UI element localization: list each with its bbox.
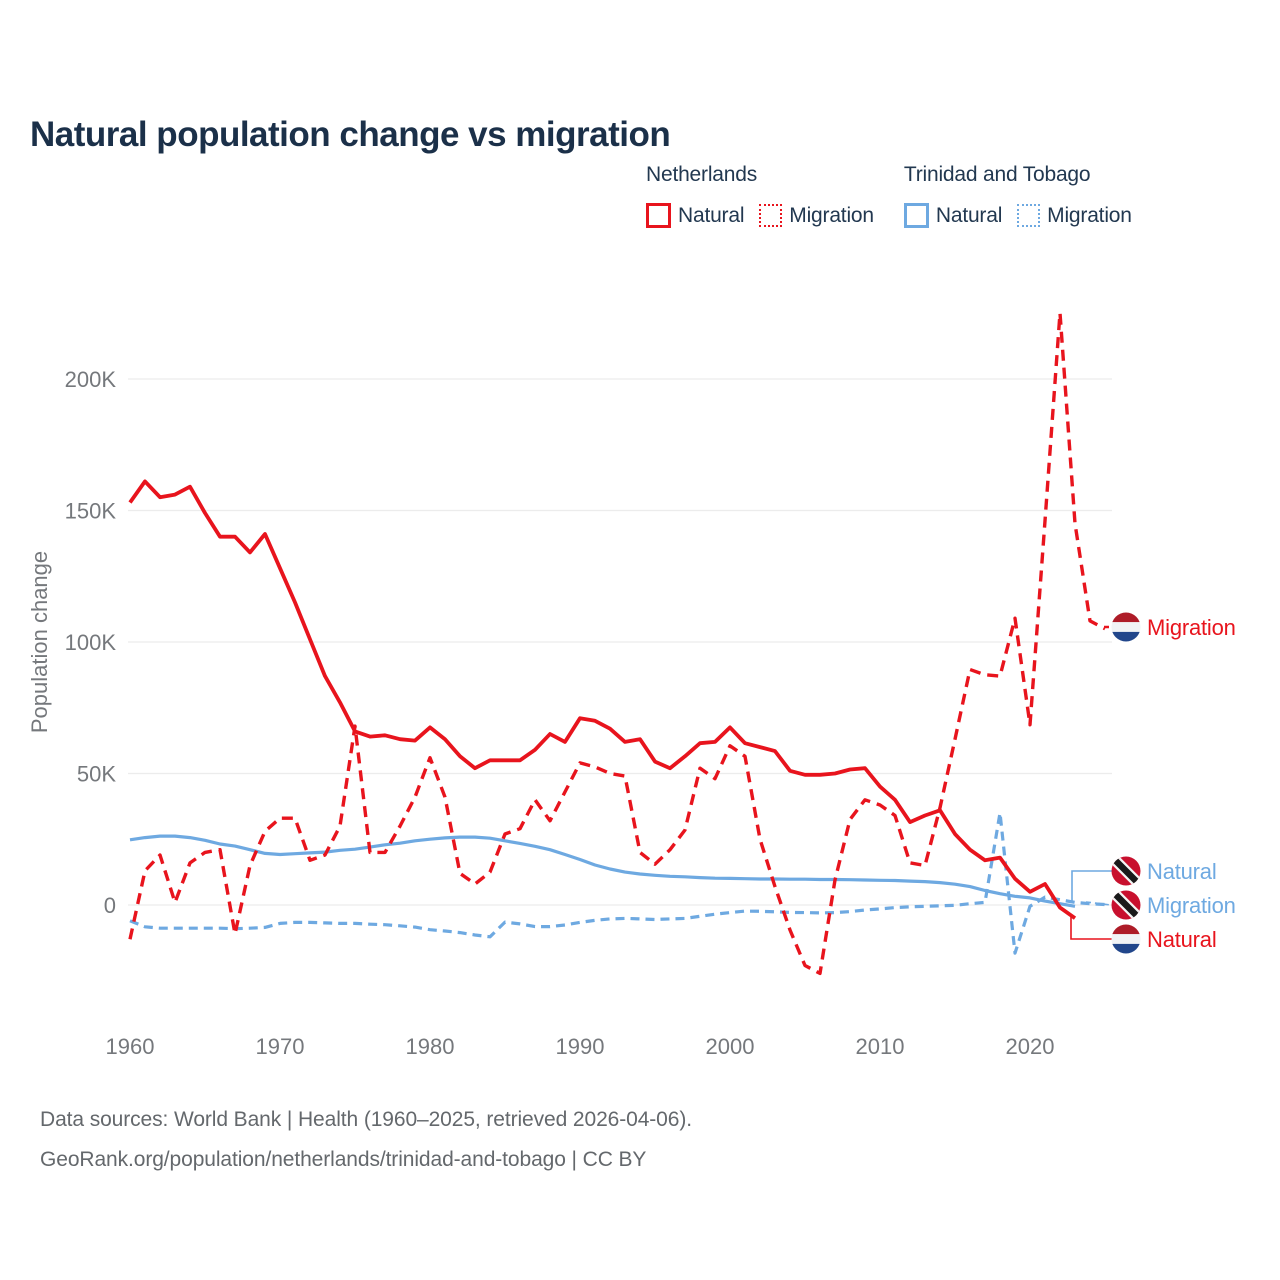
x-tick: 2010 <box>855 1034 905 1059</box>
y-tick: 150K <box>64 498 116 524</box>
x-tick: 1980 <box>405 1034 455 1059</box>
trinidad-and-tobago-migration-label: Migration <box>1147 893 1236 918</box>
y-axis-ticks <box>65 367 117 918</box>
trinidad-and-tobago-flag-icon <box>1111 856 1141 886</box>
legend-item-label: Natural <box>678 203 745 227</box>
legend-item-label: Natural <box>935 203 1003 227</box>
footer-sources-line: Data sources: World Bank | Health (1960–2025, retrieved 2026-04-06). <box>40 1108 692 1131</box>
series-end-labels <box>1147 615 1236 952</box>
legend-item-label: Migration <box>789 203 874 227</box>
trinidad-and-tobago-natural-label: Natural <box>1147 859 1217 884</box>
y-tick: 0 <box>103 893 116 918</box>
x-tick: 1990 <box>555 1034 605 1059</box>
trinidad-and-tobago-flag-icon <box>1111 890 1141 920</box>
y-tick: 100K <box>64 630 116 655</box>
leader-lines <box>1071 627 1112 939</box>
netherlands-migration-line <box>130 313 1105 973</box>
trinidad-and-tobago-natural-leader-line <box>1072 871 1112 902</box>
legend-country-trinidad-and-tobago: Trinidad and Tobago <box>903 163 1091 186</box>
x-tick: 2000 <box>705 1034 755 1059</box>
series-layer <box>130 313 1105 973</box>
legend-country-netherlands: Netherlands <box>646 163 758 186</box>
page-title: Natural population change vs migration <box>30 115 671 155</box>
trinidad-and-tobago-migration-line <box>130 813 1105 953</box>
netherlands-flag-icon <box>1111 613 1141 642</box>
footer <box>40 1100 692 1180</box>
netherlands-natural-label: Natural <box>1147 927 1217 952</box>
netherlands-migration-label: Migration <box>1147 615 1236 640</box>
trinidad-and-tobago-natural-line <box>130 836 1075 906</box>
y-axis-title: Population change <box>27 550 52 734</box>
footer-attribution-line: GeoRank.org/population/netherlands/trinidad-and-tobago | CC BY <box>40 1148 647 1171</box>
x-tick: 1970 <box>255 1034 305 1059</box>
netherlands-natural-leader-line <box>1071 916 1112 939</box>
netherlands-flag-icon <box>1111 925 1141 954</box>
y-tick: 200K <box>64 367 116 392</box>
y-tick: 50K <box>76 761 116 787</box>
gridlines <box>128 379 1112 905</box>
x-tick: 2020 <box>1005 1034 1055 1059</box>
x-axis-ticks <box>106 1034 1055 1059</box>
legend-item-label: Migration <box>1047 203 1132 227</box>
x-tick: 1960 <box>105 1034 155 1059</box>
